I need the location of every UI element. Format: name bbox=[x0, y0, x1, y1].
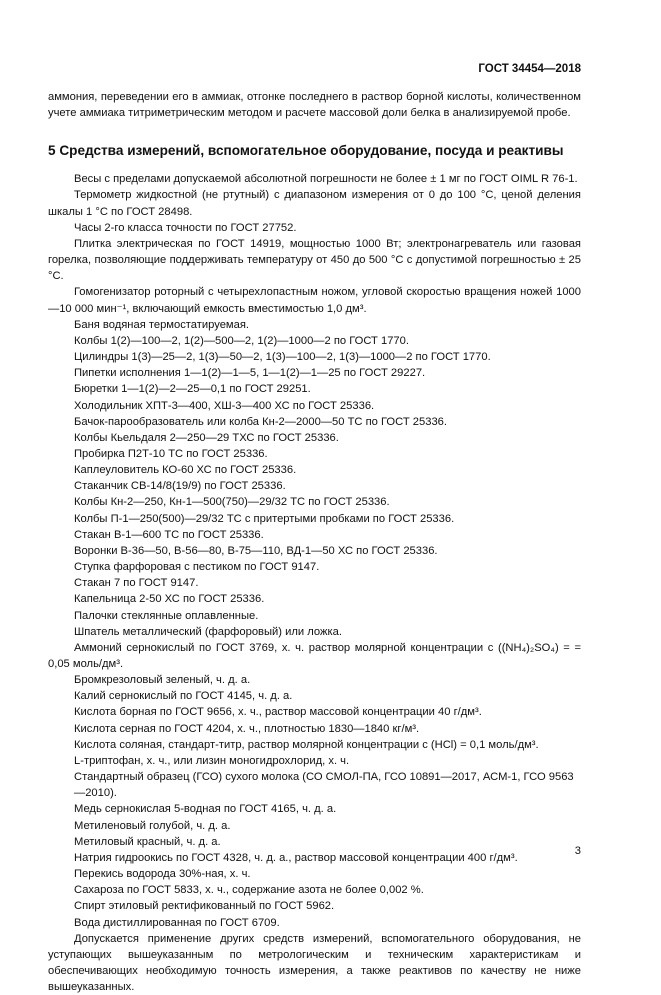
list-item: Колбы Кьельдаля 2—250—29 ТХС по ГОСТ 25336. bbox=[74, 431, 339, 444]
list-item: Кислота борная по ГОСТ 9656, х. ч., раствор массовой концентрации 40 г/дм³. bbox=[74, 706, 482, 719]
list-item: Воронки В-36—50, В-56—80, В-75—110, ВД-1—50 ХС по ГОСТ 25336. bbox=[74, 544, 438, 557]
list-item: Стаканчик СВ-14/8(19/9) по ГОСТ 25336. bbox=[74, 480, 286, 493]
list-item: Цилиндры 1(3)—25—2, 1(3)—50—2, 1(3)—100—2, 1(3)—1000—2 по ГОСТ 1770. bbox=[74, 351, 491, 364]
list-item: Капельница 2-50 ХС по ГОСТ 25336. bbox=[74, 593, 265, 606]
list-item: Перекись водорода 30%-ная, х. ч. bbox=[74, 868, 251, 881]
page-body bbox=[48, 89, 581, 995]
list-item: Стакан В-1—600 ТС по ГОСТ 25336. bbox=[74, 528, 264, 541]
list-item: Термометр жидкостной (не ртутный) с диапазоном измерения от 0 до 100 °С, ценой деления шкалы 1 °С по ГОСТ 28498. bbox=[48, 189, 581, 218]
list-item: Бачок-парообразователь или колба Кн-2—2000—50 ТС по ГОСТ 25336. bbox=[74, 415, 447, 428]
list-item: Натрия гидроокись по ГОСТ 4328, ч. д. а., раствор массовой концентрации 400 г/дм³. bbox=[74, 851, 518, 864]
list-item: Медь сернокислая 5-водная по ГОСТ 4165, ч. д. а. bbox=[74, 803, 337, 816]
closing-paragraph: Допускается применение других средств измерений, вспомогательного оборудования, не уступающих вышеуказанным по метрологическим и техническим характеристикам и обеспечивающих необходимую точность измерения, а также реактивов по качеству не ниже вышеуказанных. bbox=[48, 932, 581, 994]
section-heading: 5 Средства измерений, вспомогательное оборудование, посуда и реактивы bbox=[48, 143, 564, 159]
list-item: Каплеуловитель КО-60 ХС по ГОСТ 25336. bbox=[74, 464, 297, 477]
page-number: 3 bbox=[574, 845, 581, 857]
list-item: L-триптофан, х. ч., или лизин моногидрохлорид, х. ч. bbox=[74, 754, 350, 767]
equipment-list bbox=[48, 171, 581, 930]
list-item: Холодильник ХПТ-3—400, ХШ-3—400 ХС по ГОСТ 25336. bbox=[74, 399, 375, 412]
list-item: Пипетки исполнения 1—1(2)—1—5, 1—1(2)—1—25 по ГОСТ 29227. bbox=[74, 367, 426, 380]
list-item: Часы 2-го класса точности по ГОСТ 27752. bbox=[74, 221, 297, 234]
list-item: Палочки стеклянные оплавленные. bbox=[74, 609, 259, 622]
list-item: Колбы 1(2)—100—2, 1(2)—500—2, 1(2)—1000—2 по ГОСТ 1770. bbox=[74, 334, 409, 347]
list-item: Кислота соляная, стандарт-титр, раствор молярной концентрации с (HCl) = 0,1 моль/дм³. bbox=[74, 738, 539, 751]
list-item: Спирт этиловый ректификованный по ГОСТ 5962. bbox=[74, 900, 335, 913]
list-item: Плитка электрическая по ГОСТ 14919, мощностью 1000 Вт; электронагреватель или газовая горелка, позволяющие поддерживать температуру от 450 до 500 °С с допустимой погрешностью ± 25 °С. bbox=[48, 237, 581, 283]
list-item: Колбы П-1—250(500)—29/32 ТС с притертыми пробками по ГОСТ 25336. bbox=[74, 512, 455, 525]
list-item: Весы с пределами допускаемой абсолютной погрешности не более ± 1 мг по ГОСТ OIML R 76-1. bbox=[74, 173, 578, 186]
list-item: Стандартный образец (ГСО) сухого молока (СО СМОЛ-ПА, ГСО 10891—2017, АСМ-1, ГСО 9563—2010). bbox=[74, 771, 574, 800]
list-item: Бюретки 1—1(2)—2—25—0,1 по ГОСТ 29251. bbox=[74, 383, 311, 396]
list-item: Пробирка П2Т-10 ТС по ГОСТ 25336. bbox=[74, 447, 268, 460]
list-item: Колбы Кн-2—250, Кн-1—500(750)—29/32 ТС по ГОСТ 25336. bbox=[74, 496, 390, 509]
list-item: Метиленовый голубой, ч. д. а. bbox=[74, 819, 231, 832]
list-item: Кислота серная по ГОСТ 4204, х. ч., плотностью 1830—1840 кг/м³. bbox=[74, 722, 420, 735]
list-item: Шпатель металлический (фарфоровый) или ложка. bbox=[74, 625, 342, 638]
list-item: Бромкрезоловый зеленый, ч. д. а. bbox=[74, 674, 251, 687]
intro-paragraph: аммония, переведении его в аммиак, отгонке последнего в раствор борной кислоты, количественном учете аммиака титриметрическим методом и расчете массовой доли белка в анализируемой пробе. bbox=[48, 91, 581, 120]
list-item: Аммоний сернокислый по ГОСТ 3769, х. ч. раствор молярной концентрации с ((NH₄)₂SO₄) = = 0,05 моль/дм³. bbox=[48, 641, 581, 670]
list-item: Вода дистиллированная по ГОСТ 6709. bbox=[74, 916, 280, 929]
list-item: Ступка фарфоровая с пестиком по ГОСТ 9147. bbox=[74, 561, 320, 574]
list-item: Стакан 7 по ГОСТ 9147. bbox=[74, 577, 199, 590]
document-code-header: ГОСТ 34454—2018 bbox=[478, 63, 581, 75]
list-item: Сахароза по ГОСТ 5833, х. ч., содержание азота не более 0,002 %. bbox=[74, 884, 424, 897]
list-item: Калий сернокислый по ГОСТ 4145, ч. д. а. bbox=[74, 690, 293, 703]
list-item: Баня водяная термостатируемая. bbox=[74, 318, 250, 331]
list-item: Гомогенизатор роторный с четырехлопастным ножом, угловой скоростью вращения ножей 1000—10 000 мин⁻¹, включающий емкость вместимостью 1,0 дм³. bbox=[48, 286, 581, 315]
list-item: Метиловый красный, ч. д. а. bbox=[74, 835, 221, 848]
